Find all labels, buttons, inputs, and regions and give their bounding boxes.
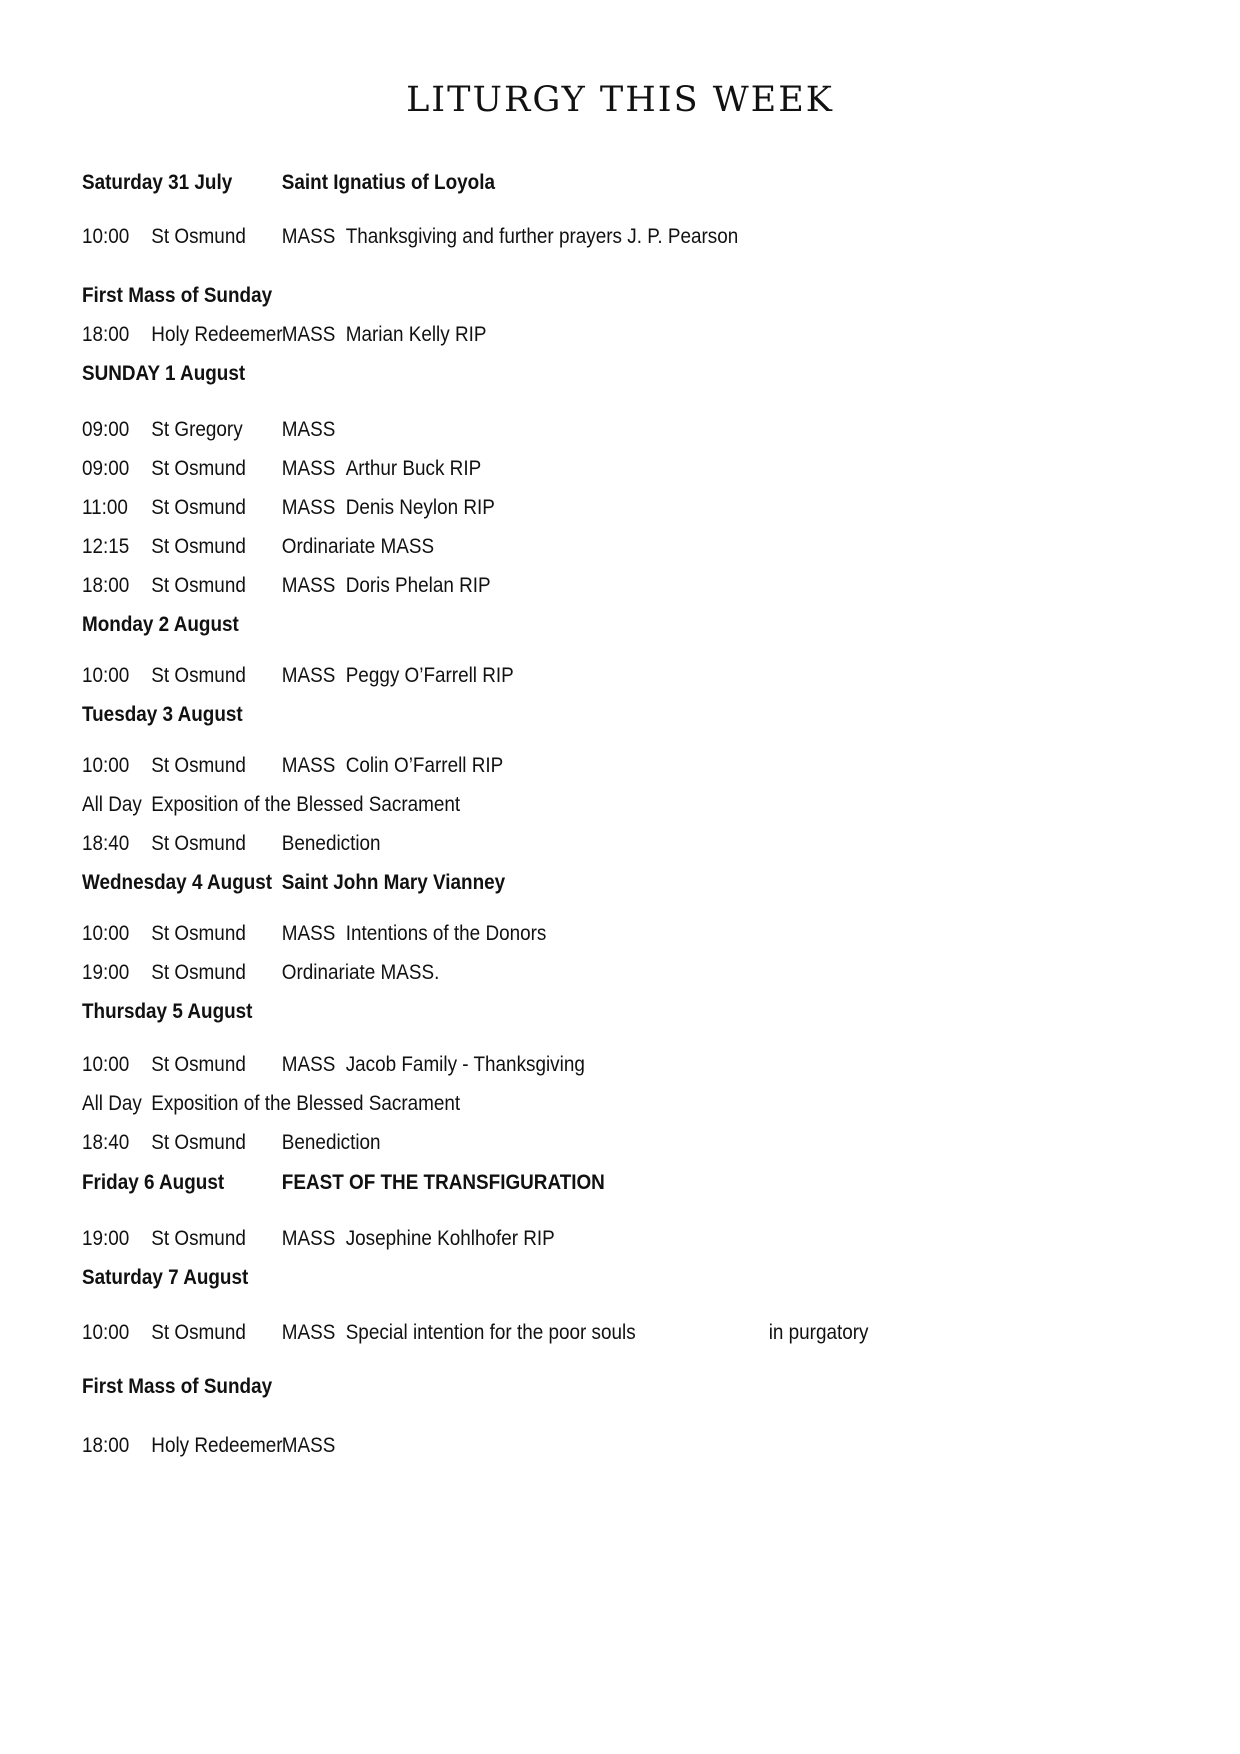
entry-place: St Osmund	[151, 832, 246, 855]
entry-intention: Thanksgiving and further prayers J. P. Pearson	[345, 225, 739, 248]
schedule-entry	[82, 1318, 1072, 1348]
entry-intention: Peggy O’Farrell RIP	[345, 664, 514, 687]
entry-place: St Gregory	[151, 418, 243, 441]
entry-service: Ordinariate MASS	[281, 535, 435, 558]
schedule-entry	[82, 1224, 1072, 1254]
entry-intention: Arthur Buck RIP	[345, 457, 482, 480]
entry-intention: Denis Neylon RIP	[345, 496, 495, 519]
entry-place: St Osmund	[151, 1131, 246, 1154]
schedule-entry	[82, 571, 1072, 601]
entry-service: Ordinariate MASS.	[281, 961, 440, 984]
day-label: Monday 2 August	[82, 613, 239, 636]
day-heading	[82, 359, 1072, 389]
schedule-entry	[82, 493, 1072, 523]
entry-place: St Osmund	[151, 664, 246, 687]
entry-service: MASS	[281, 225, 336, 248]
entry-time: 10:00	[82, 1053, 130, 1076]
entry-intention: Jacob Family - Thanksgiving	[345, 1053, 585, 1076]
entry-time: All Day	[82, 793, 142, 816]
entry-time: 18:00	[82, 323, 130, 346]
schedule-entry	[82, 532, 1072, 562]
entry-service: Benediction	[281, 832, 381, 855]
day-label: Friday 6 August	[82, 1171, 225, 1194]
entry-place: St Osmund	[151, 1053, 246, 1076]
entry-time: 19:00	[82, 1227, 130, 1250]
day-label: SUNDAY 1 August	[82, 362, 246, 385]
entry-intention: Doris Phelan RIP	[345, 574, 491, 597]
schedule-entry	[82, 415, 1072, 445]
entry-service: MASS	[281, 457, 336, 480]
day-heading	[82, 610, 1072, 640]
entry-time: 10:00	[82, 664, 130, 687]
entry-place: St Osmund	[151, 496, 246, 519]
schedule-entry	[82, 1089, 1072, 1119]
entry-service: MASS	[281, 664, 336, 687]
day-heading	[82, 1372, 1072, 1402]
entry-intention-extra: in purgatory	[768, 1321, 869, 1344]
entry-time: 09:00	[82, 457, 130, 480]
entry-intention: Josephine Kohlhofer RIP	[345, 1227, 555, 1250]
day-heading	[82, 700, 1072, 730]
entry-time: 10:00	[82, 225, 130, 248]
entry-time: 18:40	[82, 1131, 130, 1154]
schedule-entry	[82, 1050, 1072, 1080]
schedule-entry	[82, 1431, 1072, 1461]
entry-service: MASS	[281, 1434, 336, 1457]
entry-place: St Osmund	[151, 457, 246, 480]
entry-time: 10:00	[82, 754, 130, 777]
day-heading	[82, 281, 1072, 311]
day-heading	[82, 1168, 1072, 1198]
day-label: Saturday 7 August	[82, 1266, 249, 1289]
day-heading	[82, 168, 1072, 198]
entry-service: MASS	[281, 574, 336, 597]
entry-service: MASS	[281, 1321, 336, 1344]
entry-place: St Osmund	[151, 1227, 246, 1250]
day-heading	[82, 1263, 1072, 1293]
entry-intention: Intentions of the Donors	[345, 922, 547, 945]
entry-service: MASS	[281, 418, 336, 441]
entry-service: MASS	[281, 496, 336, 519]
entry-place: St Osmund	[151, 1321, 246, 1344]
page-title: LITURGY THIS WEEK	[406, 80, 834, 120]
entry-time: 11:00	[82, 496, 128, 519]
entry-place: St Osmund	[151, 574, 246, 597]
entry-time: 18:40	[82, 832, 130, 855]
entry-place: St Osmund	[151, 961, 246, 984]
entry-time: 12:15	[82, 535, 130, 558]
entry-intention: Colin O’Farrell RIP	[345, 754, 504, 777]
schedule-entry	[82, 829, 1072, 859]
entry-place: Holy Redeemer	[151, 1434, 283, 1457]
entry-place: Exposition of the Blessed Sacrament	[151, 793, 461, 816]
entry-time: 10:00	[82, 1321, 130, 1344]
entry-time: 09:00	[82, 418, 130, 441]
schedule-entry	[82, 222, 1072, 252]
schedule-entry	[82, 919, 1072, 949]
day-label: Thursday 5 August	[82, 1000, 253, 1023]
schedule-entry	[82, 661, 1072, 691]
day-label: Wednesday 4 August	[82, 871, 273, 894]
entry-place: St Osmund	[151, 535, 246, 558]
entry-time: 18:00	[82, 574, 130, 597]
entry-intention: Marian Kelly RIP	[345, 323, 487, 346]
entry-service: Benediction	[281, 1131, 381, 1154]
feast-label: FEAST OF THE TRANSFIGURATION	[281, 1171, 605, 1194]
entry-place: Exposition of the Blessed Sacrament	[151, 1092, 461, 1115]
schedule-entry	[82, 751, 1072, 781]
entry-time: 10:00	[82, 922, 130, 945]
entry-place: Holy Redeemer	[151, 323, 283, 346]
entry-place: St Osmund	[151, 922, 246, 945]
entry-place: St Osmund	[151, 225, 246, 248]
day-label: First Mass of Sunday	[82, 1375, 273, 1398]
entry-time: 19:00	[82, 961, 130, 984]
schedule-entry	[82, 790, 1072, 820]
entry-intention: Special intention for the poor souls	[345, 1321, 636, 1344]
day-label: Saturday 31 July	[82, 171, 233, 194]
day-label: Tuesday 3 August	[82, 703, 243, 726]
feast-label: Saint Ignatius of Loyola	[281, 171, 495, 194]
day-heading	[82, 868, 1072, 898]
schedule-entry	[82, 958, 1072, 988]
feast-label: Saint John Mary Vianney	[281, 871, 506, 894]
entry-time: 18:00	[82, 1434, 130, 1457]
entry-service: MASS	[281, 754, 336, 777]
entry-service: MASS	[281, 323, 336, 346]
schedule-entry	[82, 454, 1072, 484]
entry-service: MASS	[281, 1053, 336, 1076]
entry-service: MASS	[281, 922, 336, 945]
entry-service: MASS	[281, 1227, 336, 1250]
day-heading	[82, 997, 1072, 1027]
day-label: First Mass of Sunday	[82, 284, 273, 307]
schedule-entry	[82, 320, 1072, 350]
entry-place: St Osmund	[151, 754, 246, 777]
entry-time: All Day	[82, 1092, 142, 1115]
schedule-entry	[82, 1128, 1072, 1158]
